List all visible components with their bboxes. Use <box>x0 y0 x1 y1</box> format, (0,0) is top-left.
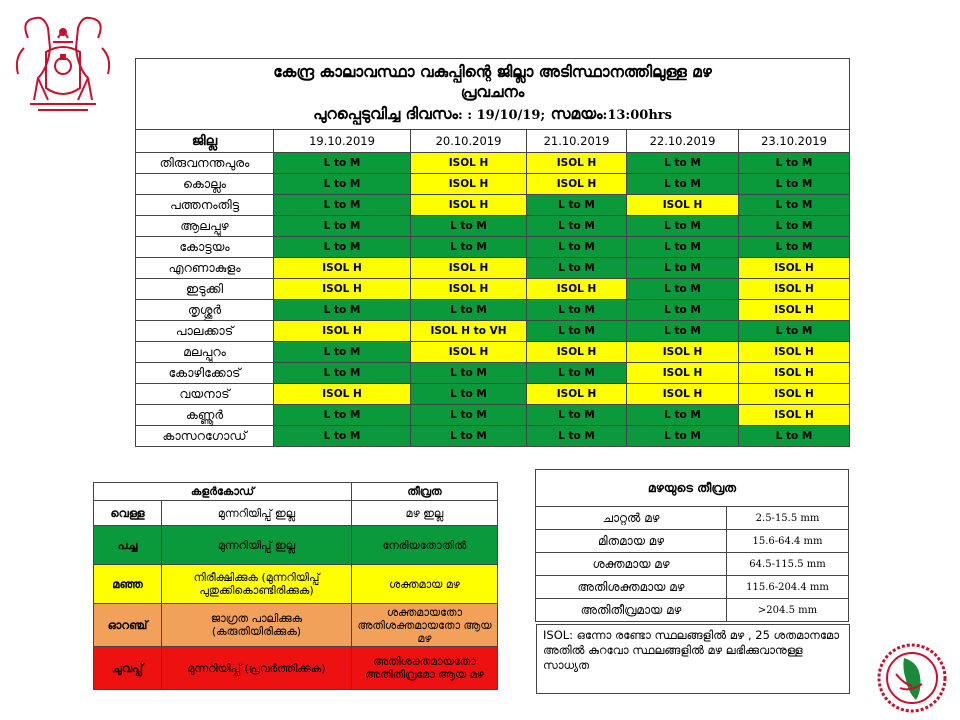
forecast-cell: L to M <box>411 426 527 447</box>
forecast-cell: ISOL H <box>274 279 411 300</box>
forecast-cell: L to M <box>527 258 627 279</box>
forecast-cell: L to M <box>739 321 850 342</box>
forecast-cell: L to M <box>739 195 850 216</box>
district-name: തിരുവനന്തപുരം <box>136 153 274 174</box>
intensity-range: 115.6-204.4 mm <box>727 576 849 599</box>
legend-intensity: ശക്തമായ മഴ <box>352 565 498 604</box>
legend-action: മുന്നറിയിപ്പ് ഇല്ല <box>162 526 352 565</box>
intensity-range: >204.5 mm <box>727 599 849 622</box>
intensity-label: അതിശക്തമായ മഴ <box>536 576 727 599</box>
forecast-cell: L to M <box>274 405 411 426</box>
legend-intensity: മഴ ഇല്ല <box>352 501 498 526</box>
forecast-cell: L to M <box>627 237 739 258</box>
forecast-cell: L to M <box>627 216 739 237</box>
forecast-cell: ISOL H <box>739 384 850 405</box>
forecast-cell: ISOL H <box>527 174 627 195</box>
title-line1: കേന്ദ്ര കാലാവസ്ഥാ വകുപ്പിന്റെ ജില്ലാ അടിസ്ഥാനത്തിലുള്ള മഴ <box>273 63 712 81</box>
ksdma-logo-icon <box>874 640 950 716</box>
time-label: സമയം <box>545 105 603 123</box>
legend-colour-name: പച്ച <box>94 526 162 565</box>
intensity-row <box>536 530 849 553</box>
forecast-cell: L to M <box>411 300 527 321</box>
forecast-cell: L to M <box>739 174 850 195</box>
district-column-header: ജില്ല <box>136 130 274 153</box>
date-header: 21.10.2019 <box>527 130 627 153</box>
forecast-cell: L to M <box>527 426 627 447</box>
forecast-cell: L to M <box>739 426 850 447</box>
date-header: 19.10.2019 <box>274 130 411 153</box>
district-name: കോഴിക്കോട് <box>136 363 274 384</box>
intensity-header: തീവ്രത <box>352 483 498 501</box>
district-row <box>136 405 850 426</box>
forecast-cell: ISOL H <box>739 279 850 300</box>
intensity-table-title: മഴയുടെ തീവ്രത <box>536 470 849 507</box>
forecast-cell: L to M <box>527 216 627 237</box>
legend-colour-name: ഓറഞ്ച് <box>94 604 162 647</box>
forecast-cell: ISOL H <box>527 384 627 405</box>
forecast-cell: L to M <box>274 363 411 384</box>
legend-action: മുന്നറിയിപ്പ് (പ്രവർത്തിക്കുക) <box>162 647 352 690</box>
legend-action: മുന്നറിയിപ്പ് ഇല്ല <box>162 501 352 526</box>
forecast-cell: L to M <box>627 279 739 300</box>
district-row <box>136 258 850 279</box>
district-name: കൊല്ലം <box>136 174 274 195</box>
issued-label: പുറപ്പെടുവിച്ച ദിവസം <box>313 105 458 123</box>
district-row <box>136 426 850 447</box>
forecast-cell: ISOL H <box>627 384 739 405</box>
forecast-cell: L to M <box>274 195 411 216</box>
intensity-range: 2.5-15.5 mm <box>727 507 849 530</box>
forecast-cell: L to M <box>627 174 739 195</box>
intensity-label: ശക്തമായ മഴ <box>536 553 727 576</box>
forecast-cell: L to M <box>274 153 411 174</box>
district-row <box>136 153 850 174</box>
forecast-cell: L to M <box>739 216 850 237</box>
forecast-cell: ISOL H <box>411 174 527 195</box>
district-name: കണ്ണൂർ <box>136 405 274 426</box>
district-row <box>136 237 850 258</box>
district-row <box>136 216 850 237</box>
forecast-cell: L to M <box>411 237 527 258</box>
forecast-cell: L to M <box>274 342 411 363</box>
district-name: പാലക്കാട് <box>136 321 274 342</box>
intensity-row <box>536 507 849 530</box>
forecast-cell: L to M <box>411 216 527 237</box>
forecast-cell: L to M <box>739 237 850 258</box>
legend-row <box>94 604 498 647</box>
forecast-cell: L to M <box>627 426 739 447</box>
intensity-row <box>536 599 849 622</box>
legend-colour-name: വെള്ള <box>94 501 162 526</box>
forecast-cell: L to M <box>627 300 739 321</box>
intensity-range: 15.6-64.4 mm <box>727 530 849 553</box>
forecast-cell: ISOL H <box>627 363 739 384</box>
intensity-row <box>536 576 849 599</box>
forecast-cell: L to M <box>274 237 411 258</box>
district-row <box>136 174 850 195</box>
district-name: കാസറഗോഡ് <box>136 426 274 447</box>
district-row <box>136 195 850 216</box>
forecast-cell: ISOL H <box>411 258 527 279</box>
legend-row <box>94 501 498 526</box>
district-row <box>136 300 850 321</box>
title-line2: പ്രവചനം <box>460 83 525 101</box>
date-header: 22.10.2019 <box>627 130 739 153</box>
issued-date: : : 19/10/19; <box>457 108 546 123</box>
district-row <box>136 363 850 384</box>
forecast-cell: L to M <box>411 363 527 384</box>
forecast-cell: L to M <box>739 153 850 174</box>
forecast-cell: ISOL H <box>274 384 411 405</box>
forecast-cell: ISOL H <box>739 342 850 363</box>
district-name: ഇടുക്കി <box>136 279 274 300</box>
forecast-cell: L to M <box>527 195 627 216</box>
rain-intensity-table <box>535 469 849 622</box>
legend-intensity: ശക്തമായതോ അതിശക്തമായതോ ആയ മഴ <box>352 604 498 647</box>
date-header: 20.10.2019 <box>411 130 527 153</box>
district-row <box>136 321 850 342</box>
district-name: തൃശ്ശൂർ <box>136 300 274 321</box>
forecast-cell: ISOL H <box>739 300 850 321</box>
isol-note: ISOL: ഒന്നോ രണ്ടോ സ്ഥലങ്ങളിൽ മഴ , 25 ശതമാനമോ അതിൽ കുറവോ സ്ഥലങ്ങളിൽ മഴ ലഭിക്കുവാനുള്ള സാധ്യത <box>536 624 850 694</box>
colour-code-table <box>93 482 498 690</box>
forecast-cell: ISOL H <box>739 363 850 384</box>
forecast-cell: L to M <box>627 321 739 342</box>
forecast-cell: L to M <box>274 174 411 195</box>
kerala-emblem-icon <box>8 8 118 120</box>
forecast-cell: ISOL H to VH <box>411 321 527 342</box>
forecast-cell: ISOL H <box>739 258 850 279</box>
legend-row <box>94 565 498 604</box>
forecast-cell: L to M <box>627 258 739 279</box>
intensity-range: 64.5-115.5 mm <box>727 553 849 576</box>
intensity-label: അതിതീവ്രമായ മഴ <box>536 599 727 622</box>
forecast-cell: ISOL H <box>627 342 739 363</box>
district-row <box>136 342 850 363</box>
intensity-row <box>536 553 849 576</box>
forecast-cell: ISOL H <box>627 195 739 216</box>
forecast-title <box>136 59 850 130</box>
forecast-cell: ISOL H <box>739 405 850 426</box>
district-row <box>136 384 850 405</box>
intensity-label: ചാറ്റൽ മഴ <box>536 507 727 530</box>
legend-row <box>94 526 498 565</box>
forecast-cell: L to M <box>527 363 627 384</box>
forecast-cell: L to M <box>527 405 627 426</box>
forecast-cell: ISOL H <box>274 321 411 342</box>
forecast-cell: L to M <box>411 405 527 426</box>
legend-action: ജാഗ്രത പാലിക്കുക (കരുതിയിരിക്കുക) <box>162 604 352 647</box>
forecast-cell: L to M <box>274 216 411 237</box>
district-name: എറണാകുളം <box>136 258 274 279</box>
forecast-cell: L to M <box>527 300 627 321</box>
legend-row <box>94 647 498 690</box>
forecast-cell: ISOL H <box>527 342 627 363</box>
forecast-cell: ISOL H <box>411 153 527 174</box>
district-row <box>136 279 850 300</box>
district-name: കോട്ടയം <box>136 237 274 258</box>
legend-intensity: നേരിയതോതിൽ <box>352 526 498 565</box>
forecast-cell: ISOL H <box>274 258 411 279</box>
forecast-cell: L to M <box>627 405 739 426</box>
district-name: പത്തനംതിട്ട <box>136 195 274 216</box>
forecast-cell: L to M <box>627 153 739 174</box>
forecast-cell: ISOL H <box>527 279 627 300</box>
forecast-cell: ISOL H <box>411 279 527 300</box>
forecast-cell: ISOL H <box>411 342 527 363</box>
forecast-cell: ISOL H <box>411 195 527 216</box>
issued-line <box>136 104 849 126</box>
district-name: വയനാട് <box>136 384 274 405</box>
legend-colour-name: മഞ്ഞ <box>94 565 162 604</box>
forecast-cell: L to M <box>411 384 527 405</box>
legend-intensity: അതിശക്തമായതോ അതിതീവ്രമോ ആയ മഴ <box>352 647 498 690</box>
legend-colour-name: ചുവപ്പ് <box>94 647 162 690</box>
forecast-cell: L to M <box>527 237 627 258</box>
legend-action: നിരീക്ഷിക്കുക (മുന്നറിയിപ്പ് പുതുക്കികൊണ്ടിരിക്കുക) <box>162 565 352 604</box>
intensity-label: മിതമായ മഴ <box>536 530 727 553</box>
forecast-cell: ISOL H <box>527 153 627 174</box>
district-name: മലപ്പുറം <box>136 342 274 363</box>
rain-forecast-table <box>135 58 850 447</box>
district-name: ആലപ്പുഴ <box>136 216 274 237</box>
forecast-cell: L to M <box>527 321 627 342</box>
colour-code-header: കളർകോഡ് <box>94 483 352 501</box>
date-header-row <box>136 130 850 153</box>
forecast-cell: L to M <box>274 300 411 321</box>
forecast-cell: L to M <box>274 426 411 447</box>
issued-time: :13:00hrs <box>602 108 672 123</box>
date-header: 23.10.2019 <box>739 130 850 153</box>
